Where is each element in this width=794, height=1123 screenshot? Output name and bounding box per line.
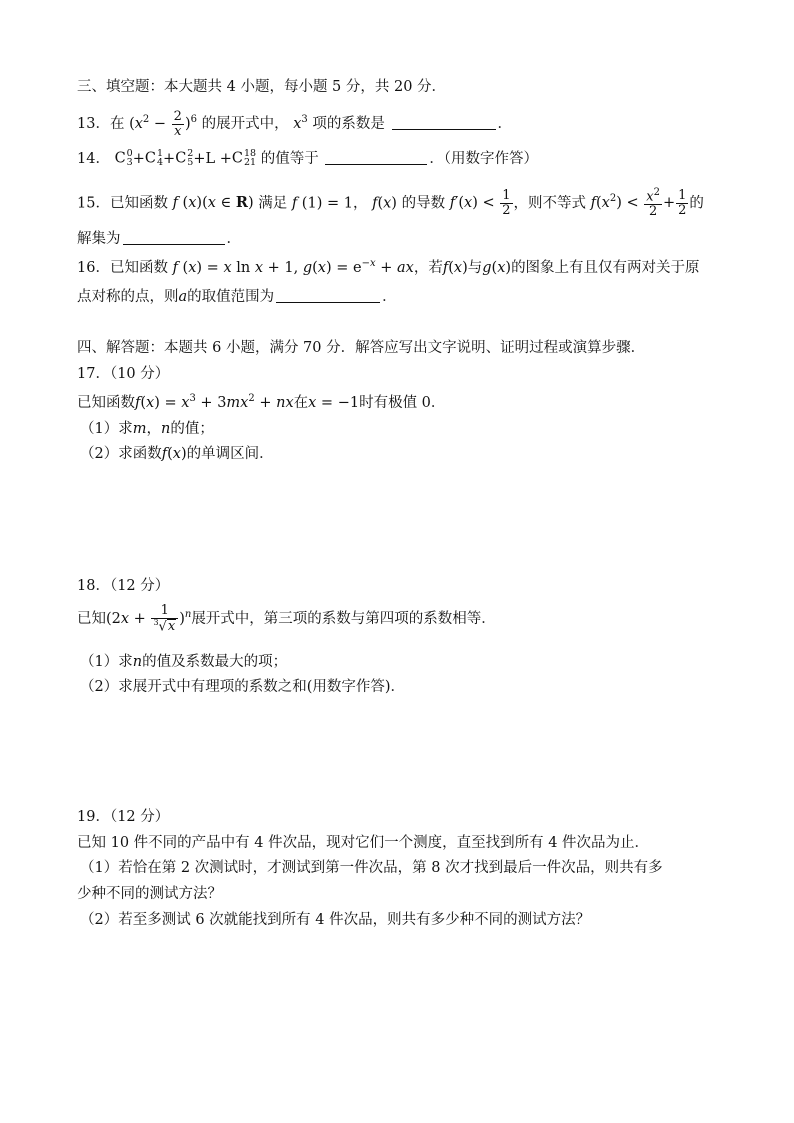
q17-p1-a: （1）求	[80, 421, 133, 437]
q15-fx: f(x)	[372, 195, 397, 212]
q18-heading: 18．（12 分）	[77, 578, 170, 594]
q19-part1-line2: 少种不同的测试方法？	[77, 886, 222, 902]
q18-var-n: n	[132, 654, 143, 670]
fill-section-title: 三、填空题：本大题共 4 小题，每小题 5 分，共 20 分．	[77, 79, 447, 95]
q16-text-c: 的图象上有且仅有两对关于原	[511, 259, 700, 276]
q18-part1	[80, 654, 287, 671]
q17-part1	[80, 421, 214, 438]
q16-end: ．	[382, 289, 397, 305]
q17-stem	[77, 393, 445, 412]
q19-part2: （2）若至多测试 6 次就能找到所有 4 件次品，则共有多少种不同的测试方法？	[80, 912, 591, 928]
q17-p2-a: （2）求函数	[80, 446, 162, 462]
q15-number: 15．已知函数	[77, 195, 168, 212]
q13-number: 13．在	[77, 116, 125, 133]
q17-stem-b: 在	[293, 394, 309, 411]
q14-end: ．（用数字作答）	[429, 151, 539, 167]
q18-stem-b: 展开式中，第三项的系数与第四项的系数相等．	[191, 610, 496, 627]
q17-part2	[80, 446, 274, 463]
q17-stem-a: 已知函数	[77, 394, 135, 411]
q17-var-m: m	[132, 421, 147, 437]
q15-cond: f (1) = 1	[291, 195, 353, 212]
q15-func: f (x)(x ∈ R)	[172, 194, 254, 212]
q14-text-a: 的值等于	[260, 151, 319, 167]
q13-text-a: 的展开式中，	[201, 116, 289, 133]
q18-formula: (2x + $\frac{1}{^3√x}$ )$^n$	[106, 603, 192, 634]
q19-heading: 19．（12 分）	[77, 809, 170, 825]
q17-heading: 17．（10 分）	[77, 366, 170, 382]
question-16	[77, 258, 700, 277]
q13-formula: ($x^2$ − $\frac{2}{x}$ )$^6$	[129, 109, 197, 139]
question-16-line2	[77, 288, 397, 306]
q15-text-a: 满足	[258, 195, 288, 212]
q18-p1-a: （1）求	[80, 654, 133, 670]
q16-funcs: f (x) = x ln x + 1, $g(x) = e^{-x}$ + ax	[172, 258, 414, 276]
q18-stem	[77, 604, 496, 634]
q19-stem: 已知 10 件不同的产品中有 4 件次品，现对它们一个测度，直至找到所有 4 件次品为止．	[77, 835, 650, 851]
q17-p1-b: ，	[146, 421, 161, 437]
q16-text-b: 与	[467, 259, 483, 276]
q15-text-b: ，	[352, 195, 368, 212]
q18-stem-a: 已知	[77, 610, 106, 627]
q13-text-b: 项的系数是	[312, 116, 385, 133]
q15-answer-blank[interactable]	[123, 230, 225, 245]
q13-answer-blank[interactable]	[392, 115, 496, 130]
q16-text-a: ，若	[413, 259, 443, 276]
q17-p2-b: 的单调区间．	[186, 446, 274, 462]
q18-part2: （2）求展开式中有理项的系数之和(用数字作答)．	[80, 679, 406, 695]
q14-formula: C 0 3 +C 1 4 +C 2 5 +L +C 18 21	[114, 148, 257, 168]
q16-line2-b: 的取值范围为	[187, 289, 275, 305]
q19-part1-line1: （1）若恰在第 2 次测试时，才测试到第一件次品，第 8 次才找到最后一件次品，则共有多	[80, 860, 663, 876]
q15-deriv: f′(x) < $\frac{1}{2}$	[449, 188, 511, 218]
q16-number: 16．已知函数	[77, 259, 168, 276]
q16-var-a: a	[178, 289, 188, 305]
q16-f: f(x)	[442, 259, 468, 276]
answer-section-title: 四、解答题：本题共 6 小题，满分 70 分．解答应写出文字说明、证明过程或演算步骤．	[77, 340, 646, 356]
q17-point: x = −1	[308, 394, 360, 411]
q15-text-c: 的导数	[401, 195, 446, 212]
q16-g: g(x)	[482, 259, 512, 276]
q16-line2-a: 点对称的点，则	[77, 289, 179, 305]
q17-func: $f(x) = x^3 + 3mx^2$ + nx	[135, 393, 294, 411]
q15-end: ．	[226, 231, 241, 247]
question-15	[77, 188, 704, 219]
q15-text-d: ，则不等式	[513, 195, 587, 212]
q14-number: 14．	[77, 151, 110, 167]
q15-ineq: $f(x^2)$ < $\frac{x^2}{2}$ + $\frac{1}{2}$	[590, 187, 687, 219]
q17-stem-c: 时有极值 0．	[359, 394, 446, 411]
q18-p1-b: 的值及系数最大的项；	[142, 654, 288, 670]
question-14	[77, 150, 538, 168]
q15-line2-text: 解集为	[77, 231, 121, 247]
q13-term: $x^3$	[293, 114, 308, 133]
q16-answer-blank[interactable]	[276, 288, 380, 303]
question-13	[77, 110, 512, 138]
question-15-line2	[77, 230, 241, 248]
q17-fx: f(x)	[161, 446, 187, 462]
q17-p1-c: 的值；	[170, 421, 214, 437]
q15-text-e: 的	[689, 195, 704, 212]
q14-answer-blank[interactable]	[325, 150, 427, 165]
q17-var-n: n	[160, 421, 171, 437]
q13-end: ．	[497, 116, 512, 133]
